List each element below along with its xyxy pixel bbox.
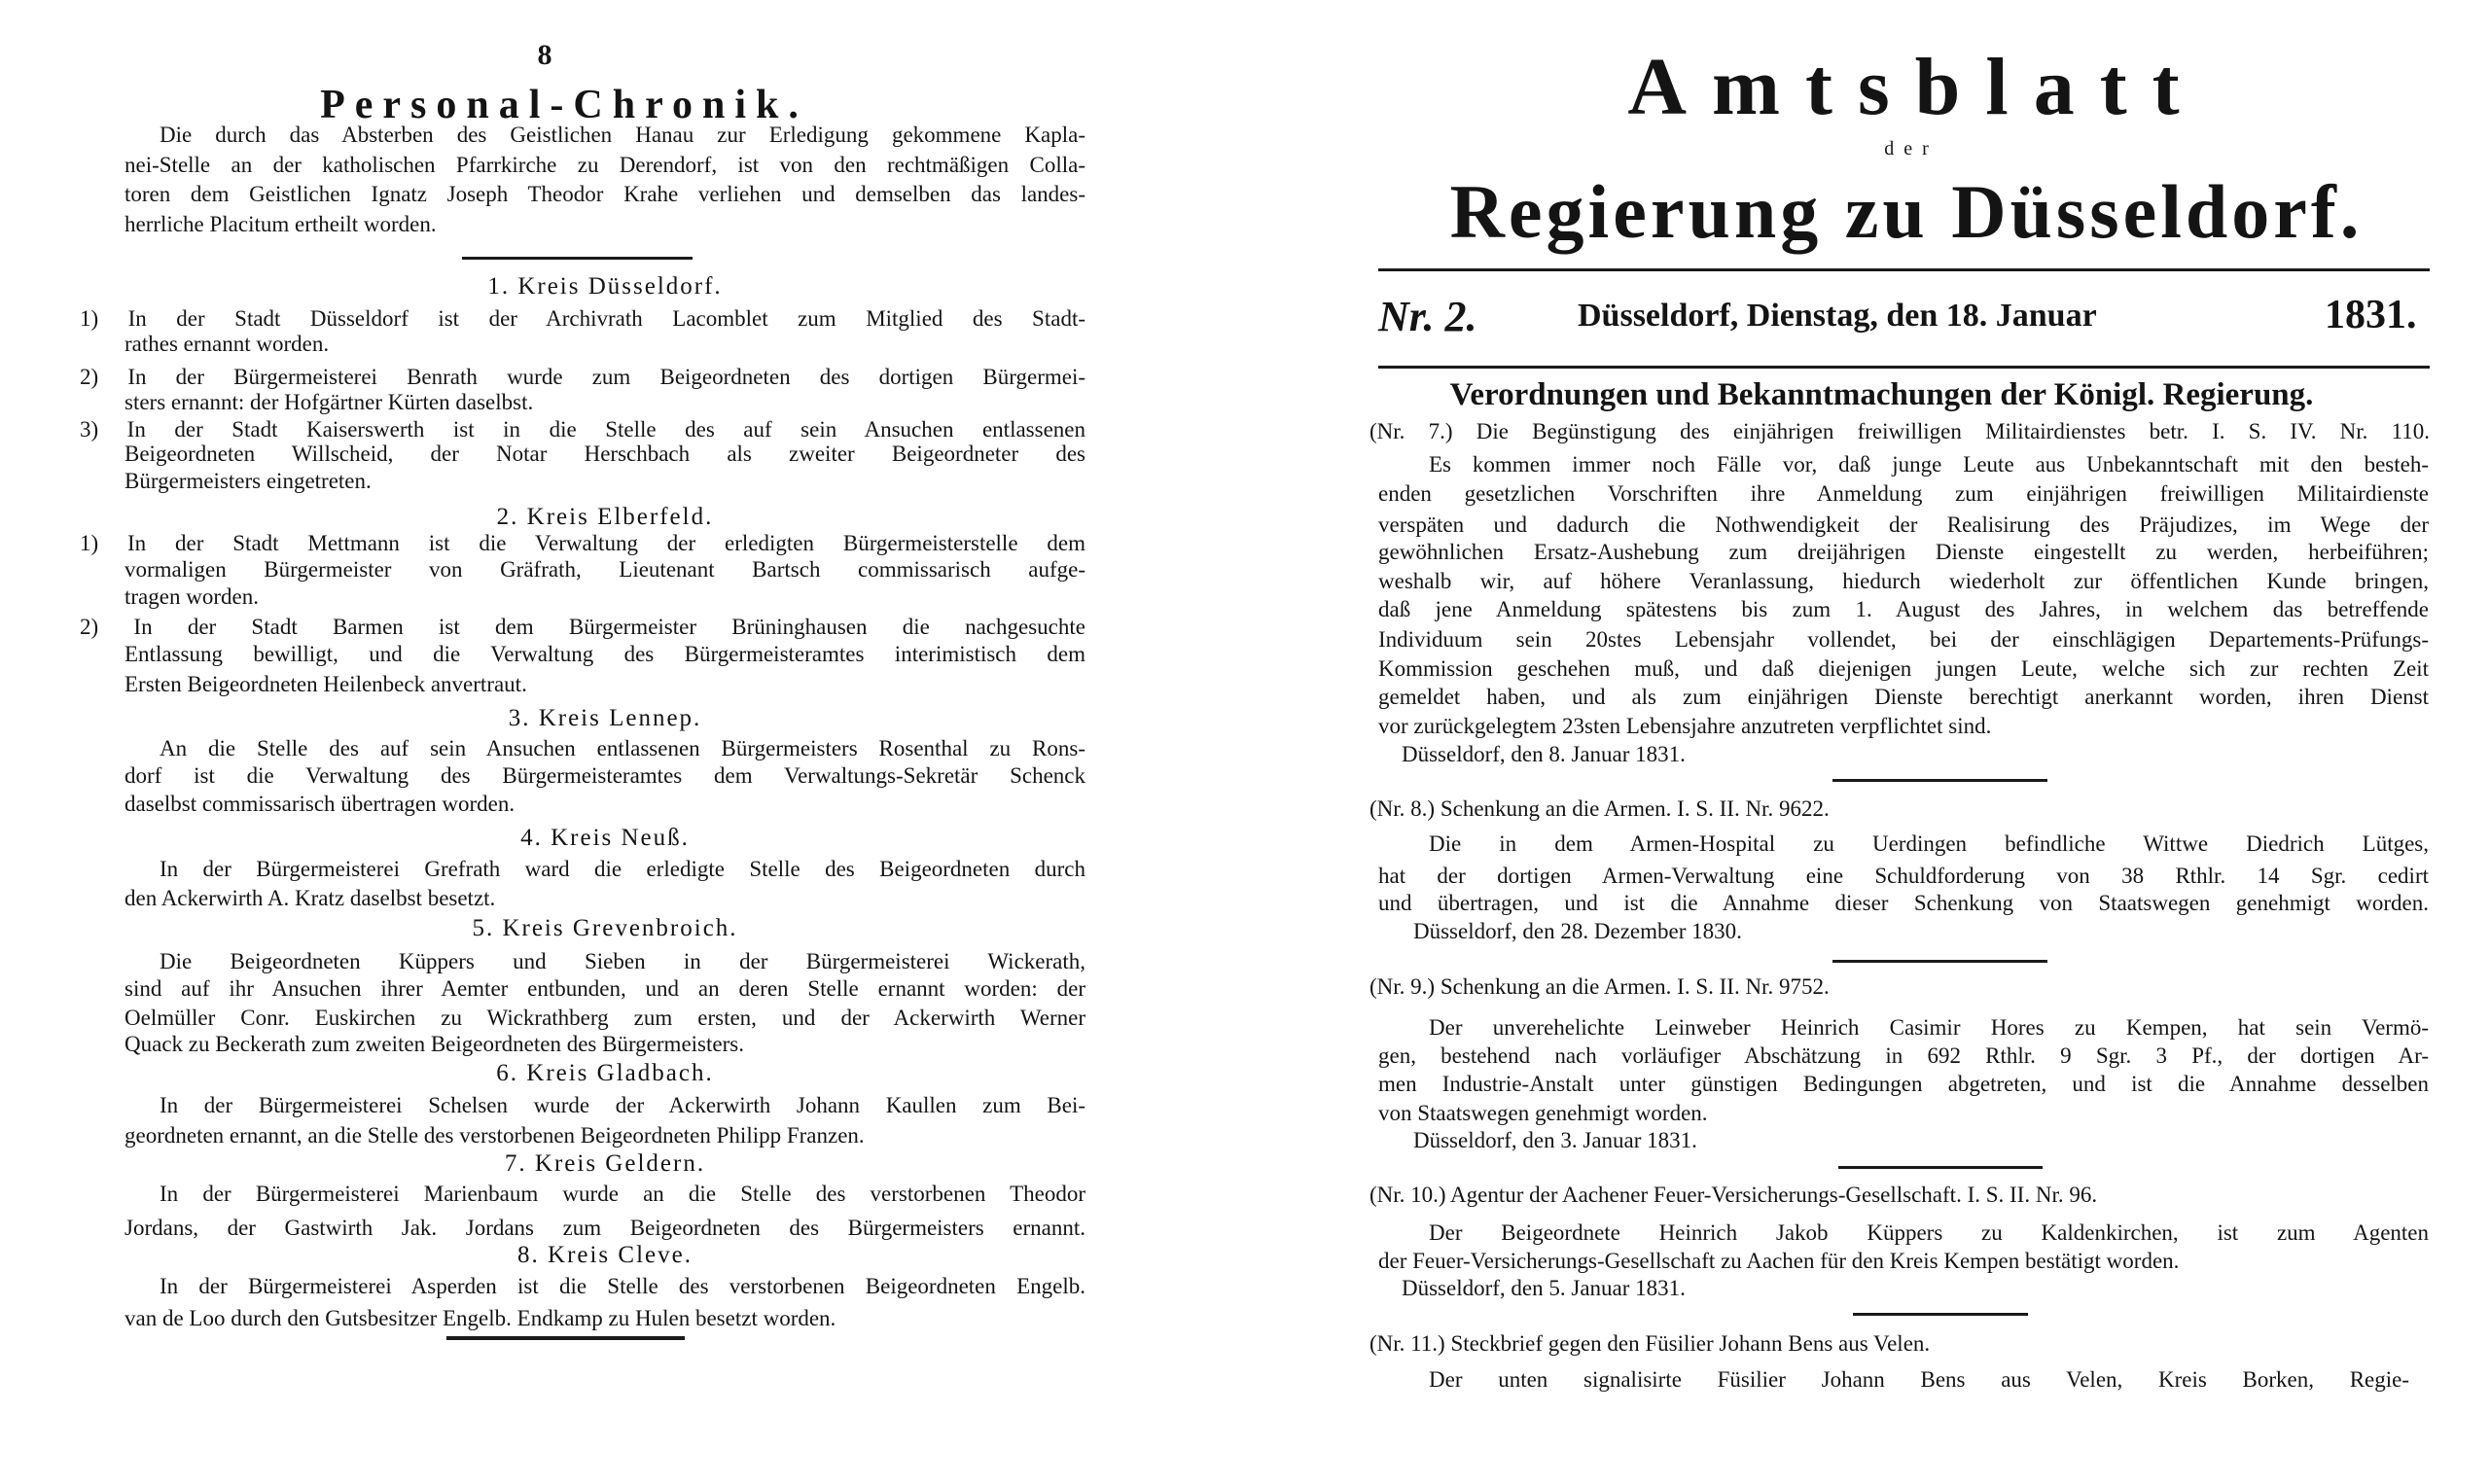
text-line: dorf ist die Verwaltung des Bürgermeisteramtes dem Verwaltungs-Sekretär Schenck xyxy=(124,763,1085,788)
text-line: vormaligen Bürgermeister von Gräfrath, Lieutenant Bartsch commissarisch aufge- xyxy=(124,557,1085,582)
text-line: verspäten und dadurch die Nothwendigkeit der Realisirung des Präjudizes, im Wege der xyxy=(1378,512,2429,537)
text-line: 2) In der Stadt Barmen ist dem Bürgermeister Brüninghausen die nachgesuchte xyxy=(80,615,1085,639)
text-line: 3) In der Stadt Kaiserswerth ist in die Stelle des auf sein Ansuchen entlassenen xyxy=(80,417,1085,442)
text-line: An die Stelle des auf sein Ansuchen entlassenen Bürgermeisters Rosenthal zu Rons- xyxy=(160,736,1085,760)
text-line: Quack zu Beckerath zum zweiten Beigeordneten des Bürgermeisters. xyxy=(124,1032,744,1056)
divider xyxy=(446,1336,685,1340)
text-line: Individuum sein 20stes Lebensjahr vollendet, bei der einschlägigen Departements-Prüfungs- xyxy=(1378,627,2429,652)
section-heading: Verordnungen und Bekanntmachungen der Königl. Regierung. xyxy=(1449,377,2314,412)
text-line: der Feuer-Versicherungs-Gesellschaft zu Aachen für den Kreis Kempen bestätigt worden. xyxy=(1378,1249,2180,1273)
article-date: Düsseldorf, den 8. Januar 1831. xyxy=(1402,742,1686,766)
text-line: In der Bürgermeisterei Schelsen wurde der Ackerwirth Johann Kaullen zum Bei- xyxy=(160,1093,1085,1117)
issue-number: Nr. 2. xyxy=(1378,293,1477,340)
section-heading: 7. Kreis Geldern. xyxy=(504,1150,706,1177)
text-line: Kommission geschehen muß, und daß diejenigen jungen Leute, welche sich zur rechten Zeit xyxy=(1378,656,2429,681)
section-heading: 6. Kreis Gladbach. xyxy=(496,1060,714,1086)
text-line: weshalb wir, auf höhere Veranlassung, hiedurch wiederholt zur öffentlichen Kunde bringen, xyxy=(1378,569,2429,593)
text-line: und übertragen, und ist die Annahme dieser Schenkung von Staatswegen genehmigt worden. xyxy=(1378,891,2429,915)
article-date: Düsseldorf, den 3. Januar 1831. xyxy=(1413,1128,1697,1152)
text-line: Der unten signalisirte Füsilier Johann Bens aus Velen, Kreis Borken, Regie- xyxy=(1429,1367,2409,1392)
text-line: van de Loo durch den Gutsbesitzer Engelb. Endkamp zu Hulen besetzt worden. xyxy=(124,1306,836,1330)
text-line: geordneten ernannt, an die Stelle des verstorbenen Beigeordneten Philipp Franzen. xyxy=(124,1123,865,1148)
text-line: sters ernannt: der Hofgärtner Kürten daselbst. xyxy=(124,390,534,414)
article-header: (Nr. 11.) Steckbrief gegen den Füsilier Johann Bens aus Velen. xyxy=(1370,1331,1931,1356)
text-line: In der Bürgermeisterei Asperden ist die Stelle des verstorbenen Beigeordneten Engelb. xyxy=(160,1274,1085,1298)
masthead-der: der xyxy=(1884,138,1939,159)
divider xyxy=(1853,1313,2028,1316)
section-heading: 3. Kreis Lennep. xyxy=(508,705,702,731)
text-line: Entlassung bewilligt, und die Verwaltung des Bürgermeisteramtes interimistisch dem xyxy=(124,642,1085,666)
text-line: gemeldet haben, und als zum einjährigen Dienste berechtigt anerkannt worden, ihren Dienst xyxy=(1378,685,2429,709)
text-line: Bürgermeisters eingetreten. xyxy=(124,469,372,493)
text-line: Es kommen immer noch Fälle vor, daß junge Leute aus Unbekanntschaft mit den besteh- xyxy=(1429,452,2429,477)
divider xyxy=(1838,1166,2043,1169)
intro-line: herrliche Placitum ertheilt worden. xyxy=(124,212,437,236)
article-header: (Nr. 9.) Schenkung an die Armen. I. S. II. Nr. 9752. xyxy=(1370,974,1830,999)
text-line: 1) In der Stadt Düsseldorf ist der Archivrath Lacomblet zum Mitglied des Stadt- xyxy=(80,306,1085,331)
divider xyxy=(1832,960,2047,963)
text-line: 1) In der Stadt Mettmann ist die Verwaltung der erledigten Bürgermeisterstelle dem xyxy=(80,531,1085,555)
text-line: In der Bürgermeisterei Marienbaum wurde an die Stelle des verstorbenen Theodor xyxy=(160,1182,1085,1206)
section-heading: 2. Kreis Elberfeld. xyxy=(496,504,714,530)
text-line: den Ackerwirth A. Kratz daselbst besetzt. xyxy=(124,886,496,910)
text-line: Oelmüller Conr. Euskirchen zu Wickrathberg zum ersten, und der Ackerwirth Werner xyxy=(124,1006,1085,1030)
article-header: (Nr. 8.) Schenkung an die Armen. I. S. II. Nr. 9622. xyxy=(1370,796,1830,821)
divider xyxy=(1378,366,2430,369)
divider xyxy=(1378,268,2430,271)
page-title: Personal-Chronik. xyxy=(320,83,808,127)
masthead-subtitle: Regierung zu Düsseldorf. xyxy=(1449,169,2364,254)
issue-year: 1831. xyxy=(2325,293,2417,337)
text-line: vor zurückgelegtem 23sten Lebensjahre anzutreten verpflichtet sind. xyxy=(1378,714,1992,738)
section-heading: 5. Kreis Grevenbroich. xyxy=(472,915,738,941)
text-line: enden gesetzlichen Vorschriften ihre Anmeldung zum einjährigen freiwilligen Militairdienste xyxy=(1378,481,2429,506)
divider xyxy=(1832,779,2047,782)
text-line: daß jene Anmeldung spätestens bis zum 1. August des Jahres, in welchem das betreffende xyxy=(1378,597,2429,621)
text-line: 2) In der Bürgermeisterei Benrath wurde zum Beigeordneten des dortigen Bürgermei- xyxy=(80,365,1085,389)
text-line: hat der dortigen Armen-Verwaltung eine Schuldforderung von 38 Rthlr. 14 Sgr. cedirt xyxy=(1378,864,2429,888)
intro-line: Die durch das Absterben des Geistlichen Hanau zur Erledigung gekommene Kapla- xyxy=(160,123,1085,147)
article-date: Düsseldorf, den 28. Dezember 1830. xyxy=(1413,919,1742,943)
text-line: In der Bürgermeisterei Grefrath ward die erledigte Stelle des Beigeordneten durch xyxy=(160,857,1085,881)
text-line: gen, bestehend nach vorläufiger Abschätzung in 692 Rthlr. 9 Sgr. 3 Pf., der dortigen Ar- xyxy=(1378,1043,2429,1068)
text-line: Jordans, der Gastwirth Jak. Jordans zum Beigeordneten des Bürgermeisters ernannt. xyxy=(124,1216,1085,1240)
article-header: (Nr. 10.) Agentur der Aachener Feuer-Versicherungs-Gesellschaft. I. S. II. Nr. 96. xyxy=(1370,1183,2098,1207)
text-line: Die Beigeordneten Küppers und Sieben in der Bürgermeisterei Wickerath, xyxy=(160,949,1085,973)
text-line: daselbst commissarisch übertragen worden. xyxy=(124,792,516,816)
text-line: gewöhnlichen Ersatz-Aushebung zum dreijährigen Dienste eingestellt zu werden, herbeiführen; xyxy=(1378,540,2429,564)
section-heading: 8. Kreis Cleve. xyxy=(517,1242,693,1268)
section-heading: 4. Kreis Neuß. xyxy=(520,825,690,851)
text-line: tragen worden. xyxy=(124,584,259,609)
article-header: (Nr. 7.) Die Begünstigung des einjährigen freiwilligen Militairdienstes betr. I. S. IV. Nr. 110. xyxy=(1370,419,2430,443)
masthead-title: Amtsblatt xyxy=(1627,42,2205,132)
issue-dateline: Düsseldorf, Dienstag, den 18. Januar xyxy=(1578,298,2097,334)
intro-line: nei-Stelle an der katholischen Pfarrkirche zu Derendorf, ist von den rechtmäßigen Colla- xyxy=(124,153,1085,177)
text-line: sind auf ihr Ansuchen ihrer Aemter entbunden, und an deren Stelle ernannt worden: der xyxy=(124,976,1085,1001)
text-line: men Industrie-Anstalt unter günstigen Bedingungen abgetreten, und ist die Annahme desselben xyxy=(1378,1072,2429,1096)
intro-line: toren dem Geistlichen Ignatz Joseph Theodor Krahe verliehen und demselben das landes- xyxy=(124,182,1085,206)
text-line: rathes ernannt worden. xyxy=(124,332,330,356)
article-date: Düsseldorf, den 5. Januar 1831. xyxy=(1402,1276,1686,1300)
page-number: 8 xyxy=(537,39,552,71)
section-heading: 1. Kreis Düsseldorf. xyxy=(487,273,723,300)
text-line: Beigeordneten Willscheid, der Notar Herschbach als zweiter Beigeordneter des xyxy=(124,442,1085,466)
text-line: Der unverehelichte Leinweber Heinrich Casimir Hores zu Kempen, hat sein Vermö- xyxy=(1429,1015,2429,1040)
text-line: von Staatswegen genehmigt worden. xyxy=(1378,1101,1708,1125)
text-line: Ersten Beigeordneten Heilenbeck anvertraut. xyxy=(124,672,527,696)
divider xyxy=(462,257,693,260)
text-line: Der Beigeordnete Heinrich Jakob Küppers zu Kaldenkirchen, ist zum Agenten xyxy=(1429,1220,2429,1245)
text-line: Die in dem Armen-Hospital zu Uerdingen befindliche Wittwe Diedrich Lütges, xyxy=(1429,831,2429,856)
